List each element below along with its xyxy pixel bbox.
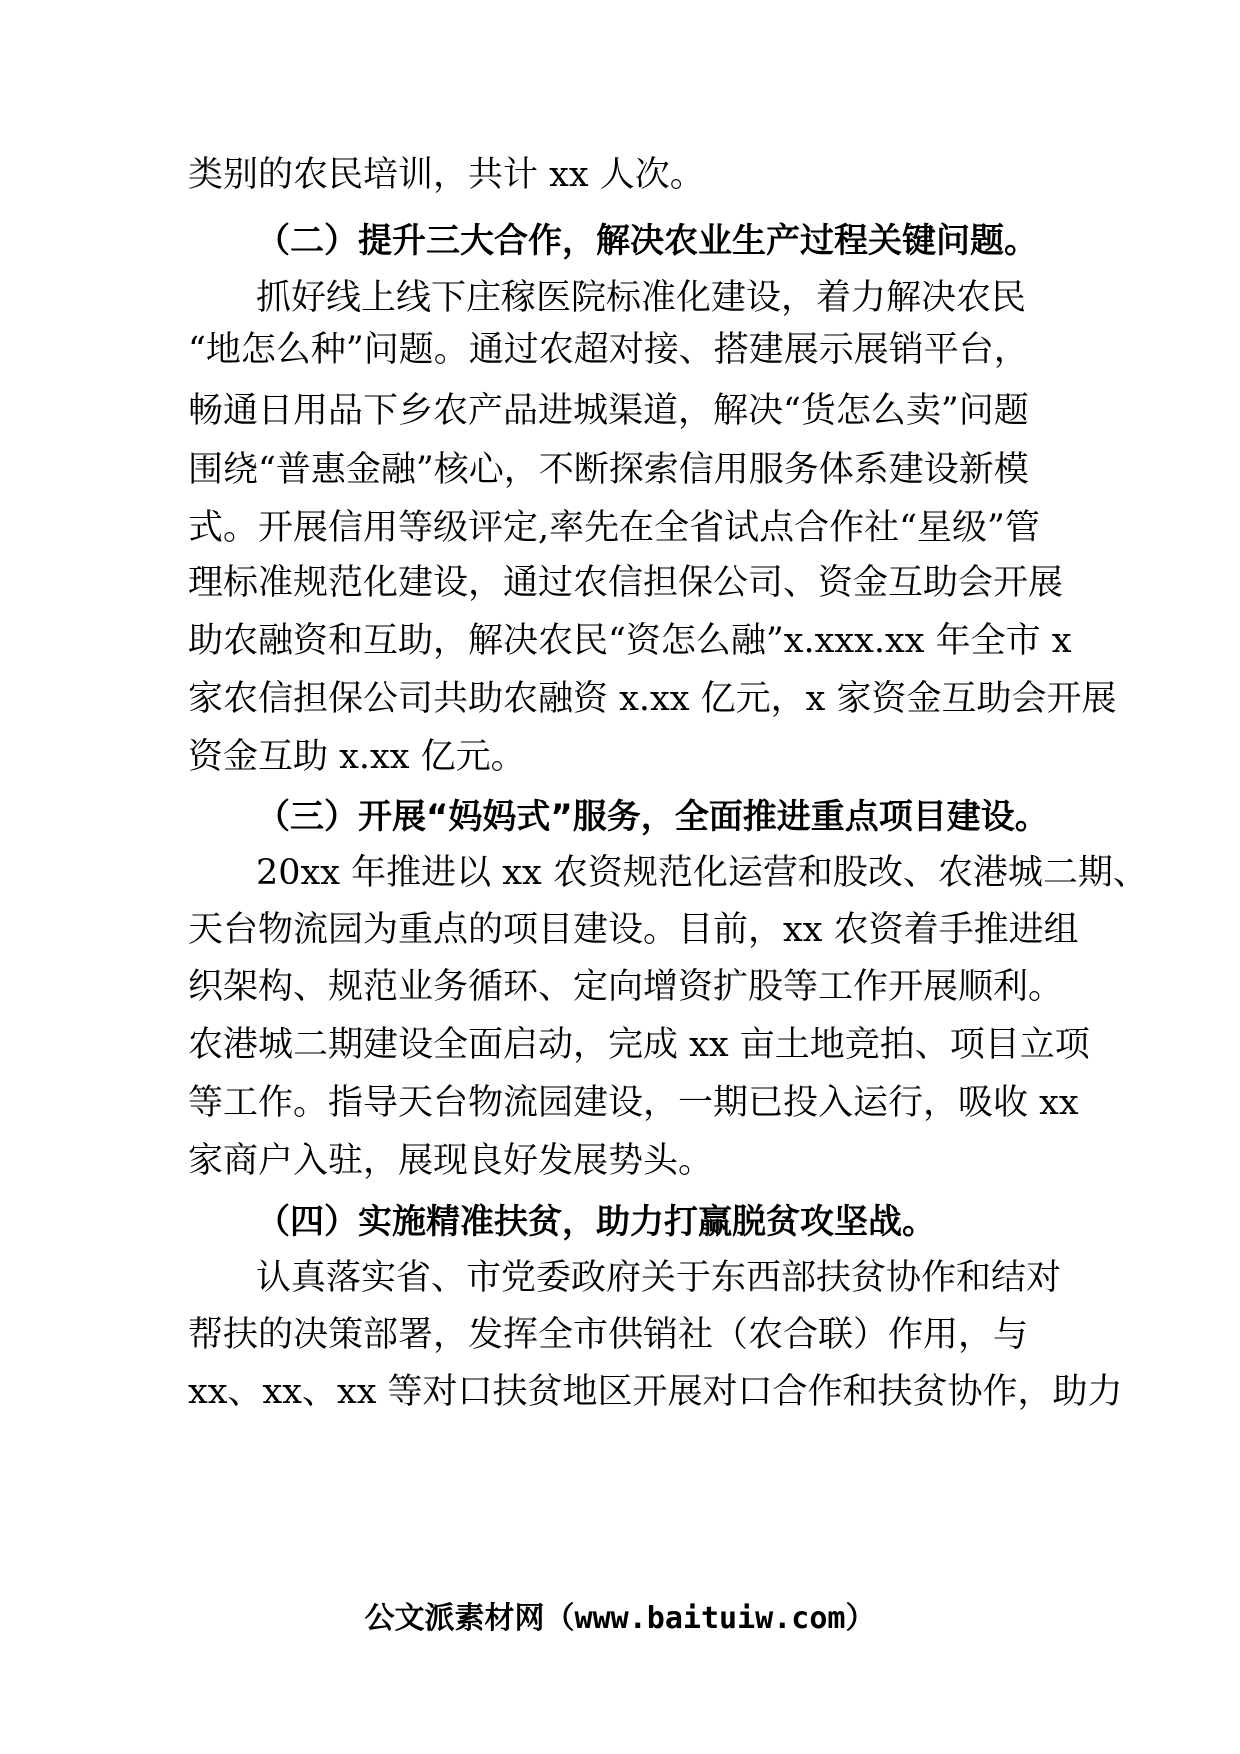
body-line: 20xx 年推进以 xx 农资规范化运营和股改、农港城二期、 [256, 853, 1148, 893]
body-line: 家农信担保公司共助农融资 x.xx 亿元，x 家资金互助会开展 [188, 679, 1117, 719]
section-heading-4: （四）实施精准扶贫，助力打赢脱贫攻坚战。 [256, 1202, 936, 1242]
body-line: 资金互助 x.xx 亿元。 [188, 737, 526, 777]
body-line: 帮扶的决策部署，发挥全市供销社（农合联）作用，与 [188, 1315, 1029, 1355]
body-line: 畅通日用品下乡农产品进城渠道，解决“货怎么卖”问题 [188, 391, 1029, 431]
body-line: 类别的农民培训，共计 xx 人次。 [188, 155, 705, 195]
body-line: 农港城二期建设全面启动，完成 xx 亩土地竞拍、项目立项 [188, 1025, 1090, 1065]
section-heading-3: （三）开展“妈妈式”服务，全面推进重点项目建设。 [256, 797, 1049, 837]
footer-watermark: 公文派素材网（www.baituiw.com） [364, 1601, 876, 1636]
body-line: 织架构、规范业务循环、定向增资扩股等工作开展顺利。 [188, 967, 1064, 1007]
body-line: 抓好线上线下庄稼医院标准化建设，着力解决农民 [256, 278, 1027, 318]
body-line: 理标准规范化建设，通过农信担保公司、资金互助会开展 [188, 563, 1064, 603]
body-line: 式。开展信用等级评定,率先在全省试点合作社“星级”管 [188, 508, 1040, 548]
body-line: “地怎么种”问题。通过农超对接、搭建展示展销平台， [188, 330, 1029, 370]
body-line: 等工作。指导天台物流园建设，一期已投入运行，吸收 xx [188, 1083, 1079, 1123]
body-line: xx、xx、xx 等对口扶贫地区开展对口合作和扶贫协作，助力 [188, 1372, 1123, 1412]
body-line: 围绕“普惠金融”核心，不断探索信用服务体系建设新模 [188, 450, 1029, 490]
body-line: 家商户入驻，展现良好发展势头。 [188, 1141, 714, 1181]
body-line: 认真落实省、市党委政府关于东西部扶贫协作和结对 [256, 1258, 1062, 1298]
body-line: 天台物流园为重点的项目建设。目前，xx 农资着手推进组 [188, 910, 1079, 950]
section-heading-2: （二）提升三大合作，解决农业生产过程关键问题。 [256, 221, 1038, 261]
body-line: 助农融资和互助，解决农民“资怎么融”x.xxx.xx 年全市 x [188, 621, 1072, 661]
